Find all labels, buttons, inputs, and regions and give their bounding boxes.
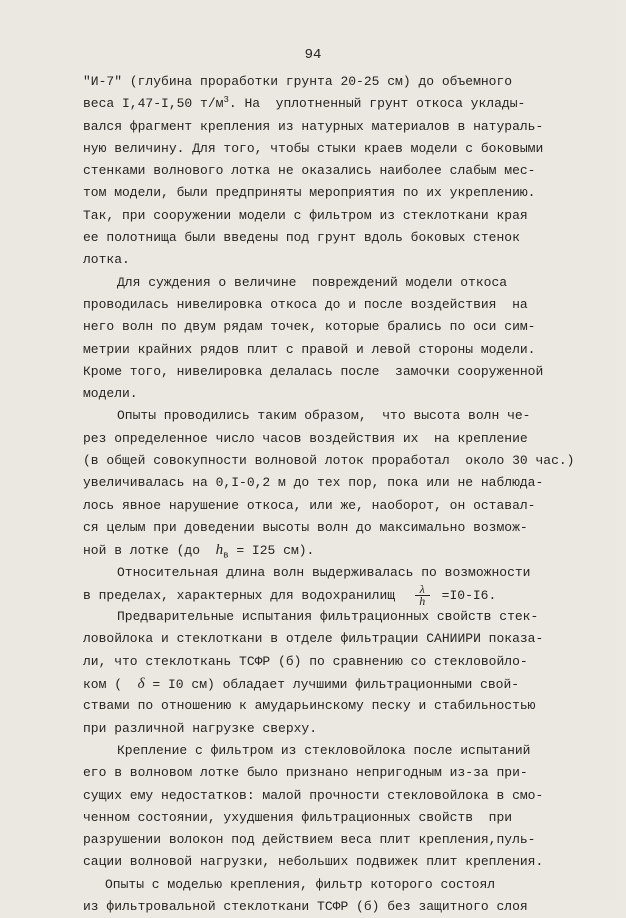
text-line: ную величину. Для того, чтобы стыки краев модели с боковыми [83,140,544,156]
body-text [83,71,575,918]
text-line: метрии крайних рядов плит с правой и левой стороны модели. [83,341,536,357]
text-line: ченном состоянии, ухудшения фильтрационных свойств при [83,809,513,825]
superscript: 3 [223,95,229,106]
text-line: Крепление с фильтром из стекловойлока после испытаний [117,742,531,758]
page-number: 94 [304,47,322,63]
text-line: Опыты с моделью крепления, фильтр которого состоял [105,876,496,892]
text-line: сации волновой нагрузки, небольших подвижек плит крепления. [83,854,544,870]
text-line: сущих ему недостатков: малой прочности стекловойлока в смо- [83,787,544,803]
text-line: Для суждения о величине повреждений модели откоса [117,274,508,290]
text-line: лотка. [83,252,130,268]
line-segment: = I25 см). [228,543,315,559]
text-line: Относительная длина волн выдерживалась по возможности [117,564,531,580]
fraction-denominator: h [419,593,426,608]
text-line: ли, что стеклоткань ТСФР (б) по сравнению со стекловойло- [83,653,528,669]
text-line: Кроме того, нивелировка делалась после замочки сооруженной [83,363,544,379]
text-line: стенками волнового лотка не оказались наиболее слабым мес- [83,163,536,179]
text-line: увеличивалась на 0,I-0,2 м до тех пор, пока или не наблюда- [83,475,544,491]
line-segment: =I0-I6. [433,587,497,603]
text-line: Так, при сооружении модели с фильтром из стеклоткани края [83,207,528,223]
text-line: ся целым при доведении высоты волн до максимально возмож- [83,519,528,535]
text-line: проводилась нивелировка откоса до и после воздействия на [83,296,528,312]
text-line: Предварительные испытания фильтрационных свойств стек- [117,609,539,625]
text-line: Опыты проводились таким образом, что высота волн че- [117,408,531,424]
line-segment: ком ( [83,677,138,693]
text-line: вался фрагмент крепления из натурных материалов в натураль- [83,118,544,134]
text-line: при различной нагрузке сверху. [83,720,318,736]
text-line: разрушении волокон под действием веса плит крепления,пуль- [83,832,536,848]
text-line: (в общей совокупности волновой лоток проработал около 30 час.) [83,453,575,469]
line-segment: . На уплотненный грунт откоса уклады- [228,96,526,112]
text-line: "И-7" (глубина проработки грунта 20-25 см) до объемного [83,74,513,89]
text-line: него волн по двум рядам точек, которые брались по оси сим- [83,319,536,335]
math-fraction [415,581,430,608]
line-segment: ной в лотке (до [83,543,216,559]
text-line: модели. [83,386,138,402]
line-segment: в пределах, характерных для водохранилищ [83,587,411,603]
text-line [83,581,553,608]
text-line: ее полотнища были введены под грунт вдоль боковых стенок [83,230,520,246]
math-symbol: h [215,542,224,559]
text-line: рез определенное число часов воздействия их на крепление [83,430,528,446]
text-line [83,93,553,115]
text-line: ловойлока и стеклоткани в отделе фильтрации САНИИРИ показа- [83,631,544,647]
math-symbol: δ [137,676,145,693]
text-line [83,673,553,695]
text-line: его в волновом лотке было признано непригодным из-за при- [83,765,528,781]
line-segment: = I0 см) обладает лучшими фильтрационными свой- [144,677,520,693]
text-line: том модели, были предприняты мероприятия по их укреплению. [83,185,536,201]
text-line [83,539,553,561]
text-line: ствами по отношению к амударьинскому песку и стабильностью [83,698,536,714]
math-subscript: в [223,550,229,561]
line-segment: веса I,47-I,50 т/м [83,96,224,112]
fraction-numerator: λ [415,584,430,596]
text-line: из фильтровальной стеклоткани ТСФР (б) без защитного слоя [83,898,528,914]
text-line: лось явное нарушение откоса, или же, наоборот, он оставал- [83,497,536,513]
